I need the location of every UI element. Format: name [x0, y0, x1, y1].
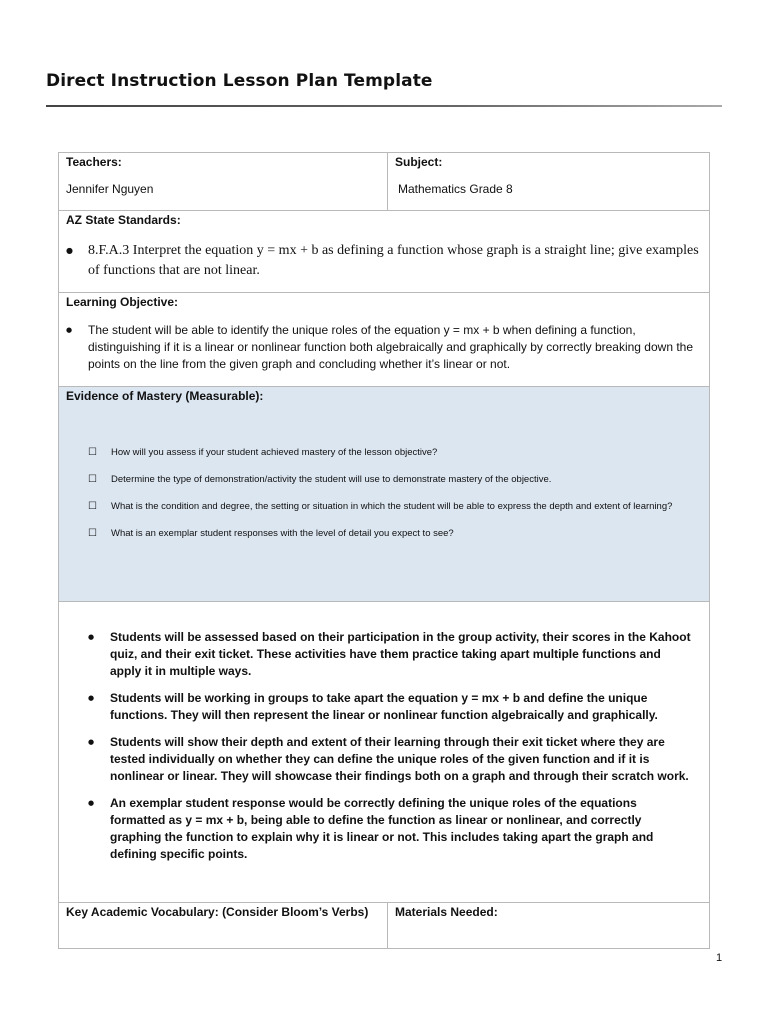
standard-item: ● 8.F.A.3 Interpret the equation y = mx + b as defining a function whose graph is a straight line; give examples of functions that are not linear. [66, 241, 702, 281]
title-divider [46, 105, 722, 107]
teachers-cell [59, 153, 388, 210]
objective-cell [59, 293, 709, 386]
evidence-answers-row [59, 602, 709, 903]
vocabulary-label: Key Academic Vocabulary: (Consider Bloom’s Verbs) [66, 905, 369, 919]
teachers-value: Jennifer Nguyen [66, 182, 154, 196]
evidence-prompt-item: ☐ How will you assess if your student achieved mastery of the lesson objective? [88, 446, 702, 460]
evidence-prompt-item: ☐ What is an exemplar student responses with the level of detail you expect to see? [88, 527, 702, 541]
materials-label: Materials Needed: [395, 905, 498, 919]
objective-item: ● The student will be able to identify the unique roles of the equation y = mx + b when defining a function, distinguishing if it is a linear or nonlinear function both algebraically and graphically by correctly breaking down the points on the line from the given graph and concluding whether it’s linear or not. [66, 322, 702, 373]
teacher-subject-row [59, 153, 709, 211]
subject-cell [388, 153, 709, 210]
evidence-answer-item: ● An exemplar student response would be correctly defining the unique roles of the equations formatted as y = mx + b, being able to define the function as linear or nonlinear, and correctly graphing the function to explain why it is linear or not. This includes taking apart the graph and defining specific points. [88, 795, 694, 863]
teachers-label: Teachers: [66, 155, 122, 169]
vocabulary-cell [59, 903, 388, 948]
standards-row [59, 211, 709, 293]
page-number: 1 [716, 952, 723, 964]
objective-label: Learning Objective: [66, 295, 179, 309]
evidence-answer-item: ● Students will show their depth and extent of their learning through their exit ticket where they are tested individually on whether they can define the unique roles of the given function and if it is nonlinear or linear. They will showcase their findings both on a graph and through their scratch work. [88, 734, 694, 785]
evidence-label: Evidence of Mastery (Measurable): [66, 389, 264, 403]
objective-row [59, 293, 709, 387]
evidence-answer-item: ● Students will be working in groups to take apart the equation y = mx + b and define the unique functions. They will then represent the linear or nonlinear function algebraically and graphically. [88, 690, 694, 724]
objective-list [66, 322, 702, 373]
evidence-prompt-item: ☐ What is the condition and degree, the setting or situation in which the student will be able to express the depth and extent of learning? [88, 500, 702, 514]
evidence-answer-item: ● Students will be assessed based on their participation in the group activity, their scores in the Kahoot quiz, and their exit ticket. These activities have them practice taking apart multiple functions and apply it in multiple ways. [88, 629, 694, 680]
vocabulary-materials-row [59, 903, 709, 948]
evidence-cell [59, 387, 709, 601]
evidence-prompts [66, 446, 702, 541]
document-title: Direct Instruction Lesson Plan Template [46, 71, 433, 91]
evidence-answers-cell [59, 602, 709, 902]
evidence-row [59, 387, 709, 602]
evidence-answers [66, 629, 702, 863]
standards-list [66, 241, 702, 281]
standards-cell [59, 211, 709, 292]
subject-value: Mathematics Grade 8 [398, 182, 513, 196]
lesson-plan-table [58, 152, 710, 949]
evidence-prompt-item: ☐ Determine the type of demonstration/activity the student will use to demonstrate mastery of the objective. [88, 473, 702, 487]
standards-label: AZ State Standards: [66, 213, 181, 227]
materials-cell [388, 903, 709, 948]
subject-label: Subject: [395, 155, 443, 169]
